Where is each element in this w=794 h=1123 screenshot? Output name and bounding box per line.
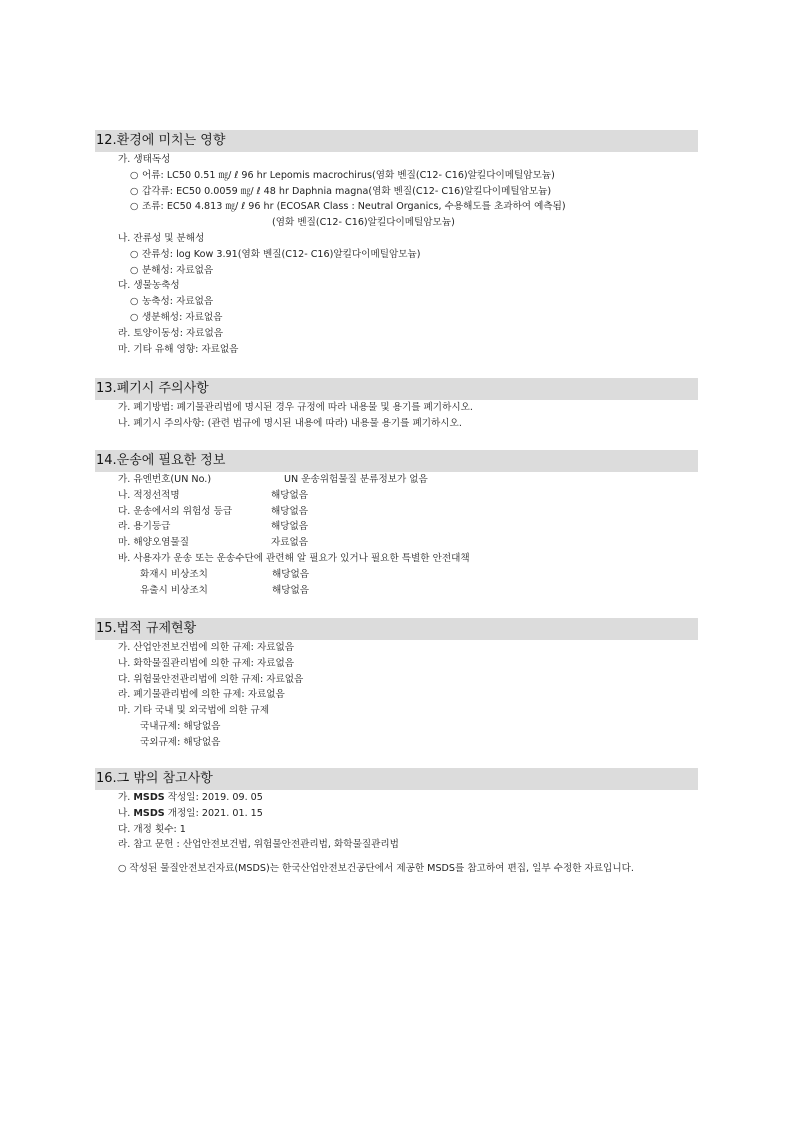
section-13 — [95, 378, 698, 432]
section-16-title: 16.그 밖의 참고사항 — [95, 768, 698, 790]
bullet-circle-icon: ○ — [130, 311, 139, 323]
biodegradability — [95, 310, 698, 326]
transport-row — [95, 472, 698, 488]
section-16 — [95, 768, 698, 877]
reg-occupational-safety: 가. 산업안전보건법에 의한 규제: 자료없음 — [118, 642, 295, 653]
reg-chemicals-control: 나. 화학물질관리법에 의한 규제: 자료없음 — [118, 657, 295, 669]
transport-value: 해당없음 — [271, 489, 309, 501]
revision-count: 다. 개정 횟수: 1 — [118, 823, 186, 835]
transport-label: 라. 용기등급 — [118, 521, 171, 533]
section-15-title: 15.법적 규제현황 — [95, 618, 698, 640]
emergency-value: 해당없음 — [272, 584, 310, 596]
spacer — [95, 853, 698, 861]
degradability — [95, 263, 698, 279]
section-15 — [95, 618, 698, 751]
algae-toxicity — [95, 199, 698, 215]
bullet-circle-icon: ○ — [130, 169, 139, 181]
bioaccumulation-heading: 다. 생물농축성 — [118, 280, 180, 292]
eco-toxicity-heading: 가. 생태독성 — [118, 154, 171, 165]
transport-row — [95, 504, 698, 520]
disposal-precautions: 나. 폐기시 주의사항: (관련 법규에 명시된 내용에 따라) 내용물 용기를 폐기하시오. — [118, 417, 462, 429]
transport-value: 해당없음 — [271, 521, 309, 533]
transport-label: 마. 해양오염물질 — [118, 537, 189, 549]
reg-domestic: 국내규제: 해당없음 — [140, 720, 221, 732]
reg-waste-management: 라. 폐기물관리법에 의한 규제: 자료없음 — [118, 689, 285, 701]
msds-note: ○ 작성된 물질안전보건자료(MSDS)는 한국산업안전보건공단에서 제공한 MSDS를 참고하여 편집, 일부 수정한 자료입니다. — [118, 863, 634, 875]
other-effects: 마. 기타 유해 영향: 자료없음 — [118, 343, 239, 355]
fish-toxicity — [95, 168, 698, 184]
persistence-heading: 나. 잔류성 및 분해성 — [118, 232, 205, 244]
transport-value: 해당없음 — [271, 505, 309, 517]
section-14-title: 14.운송에 필요한 정보 — [95, 450, 698, 472]
persistence — [95, 247, 698, 263]
emergency-label: 유출시 비상조치 — [140, 584, 208, 596]
msds-created-date — [95, 790, 698, 806]
transport-row — [95, 488, 698, 504]
reg-foreign: 국외규제: 해당없음 — [140, 736, 221, 748]
bullet-circle-icon: ○ — [130, 248, 139, 260]
section-14 — [95, 450, 698, 598]
bullet-circle-icon: ○ — [130, 296, 139, 308]
section-13-title: 13.폐기시 주의사항 — [95, 378, 698, 400]
special-precautions-heading: 바. 사용자가 운송 또는 운송수단에 관련해 알 필요가 있거나 필요한 특별한 안전대책 — [118, 552, 470, 564]
persistence-text: 잔류성: log Kow 3.91(염화 벤질(C12- C16)알킬다이메틸암모늄) — [142, 248, 421, 260]
transport-label: 나. 적정선적명 — [118, 489, 180, 501]
crustacean-toxicity-text: 갑각류: EC50 0.0059 ㎎/ ℓ 48 hr Daphnia magna(염화 벤질(C12- C16)알킬다이메틸암모늄) — [142, 185, 552, 197]
msds-label: MSDS — [133, 792, 165, 803]
transport-label: 다. 운송에서의 위험성 등급 — [118, 505, 233, 517]
item-prefix: 나. — [118, 807, 134, 819]
msds-label: MSDS — [133, 807, 165, 819]
transport-value: UN 운송위험물질 분류정보가 없음 — [284, 474, 428, 485]
disposal-method: 가. 폐기방법: 폐기물관리법에 명시된 경우 규정에 따라 내용물 및 용기를 폐기하시오. — [118, 402, 473, 413]
biodegradability-text: 생분해성: 자료없음 — [142, 311, 223, 323]
transport-label: 가. 유엔번호(UN No.) — [118, 474, 212, 485]
created-date-text: 작성일: 2019. 09. 05 — [164, 792, 263, 803]
transport-value: 자료없음 — [271, 537, 309, 549]
emergency-row — [95, 583, 698, 599]
emergency-value: 해당없음 — [272, 568, 310, 580]
item-prefix: 가. — [118, 792, 134, 803]
section-12-title: 12.환경에 미치는 영향 — [95, 130, 698, 152]
degradability-text: 분해성: 자료없음 — [142, 264, 214, 276]
algae-toxicity-text: 조류: EC50 4.813 ㎎/ ℓ 96 hr (ECOSAR Class : Neutral Organics, 수용해도를 초과하여 예측됨) — [142, 201, 566, 213]
transport-row — [95, 535, 698, 551]
emergency-label: 화재시 비상조치 — [140, 568, 208, 580]
emergency-row — [95, 567, 698, 583]
section-12 — [95, 130, 698, 357]
revised-date-text: 개정일: 2021. 01. 15 — [164, 807, 263, 819]
accumulation-text: 농축성: 자료없음 — [142, 296, 214, 308]
bullet-circle-icon: ○ — [130, 185, 139, 197]
algae-toxicity-continued: (염화 벤질(C12- C16)알킬다이메틸암모늄) — [272, 217, 455, 229]
bullet-circle-icon: ○ — [130, 264, 139, 276]
reg-dangerous-goods: 다. 위험물안전관리법에 의한 규제: 자료없음 — [118, 673, 304, 685]
crustacean-toxicity — [95, 184, 698, 200]
accumulation — [95, 294, 698, 310]
bullet-circle-icon: ○ — [130, 201, 139, 213]
transport-row — [95, 519, 698, 535]
reg-other-heading: 마. 기타 국내 및 외국법에 의한 규제 — [118, 705, 270, 717]
soil-mobility: 라. 토양이동성: 자료없음 — [118, 327, 224, 339]
msds-revised-date — [95, 806, 698, 822]
references: 라. 참고 문헌 : 산업안전보건법, 위험물안전관리법, 화학물질관리법 — [118, 839, 399, 851]
fish-toxicity-text: 어류: LC50 0.51 ㎎/ ℓ 96 hr Lepomis macrochirus(염화 벤질(C12- C16)알킬다이메틸암모늄) — [142, 169, 555, 181]
